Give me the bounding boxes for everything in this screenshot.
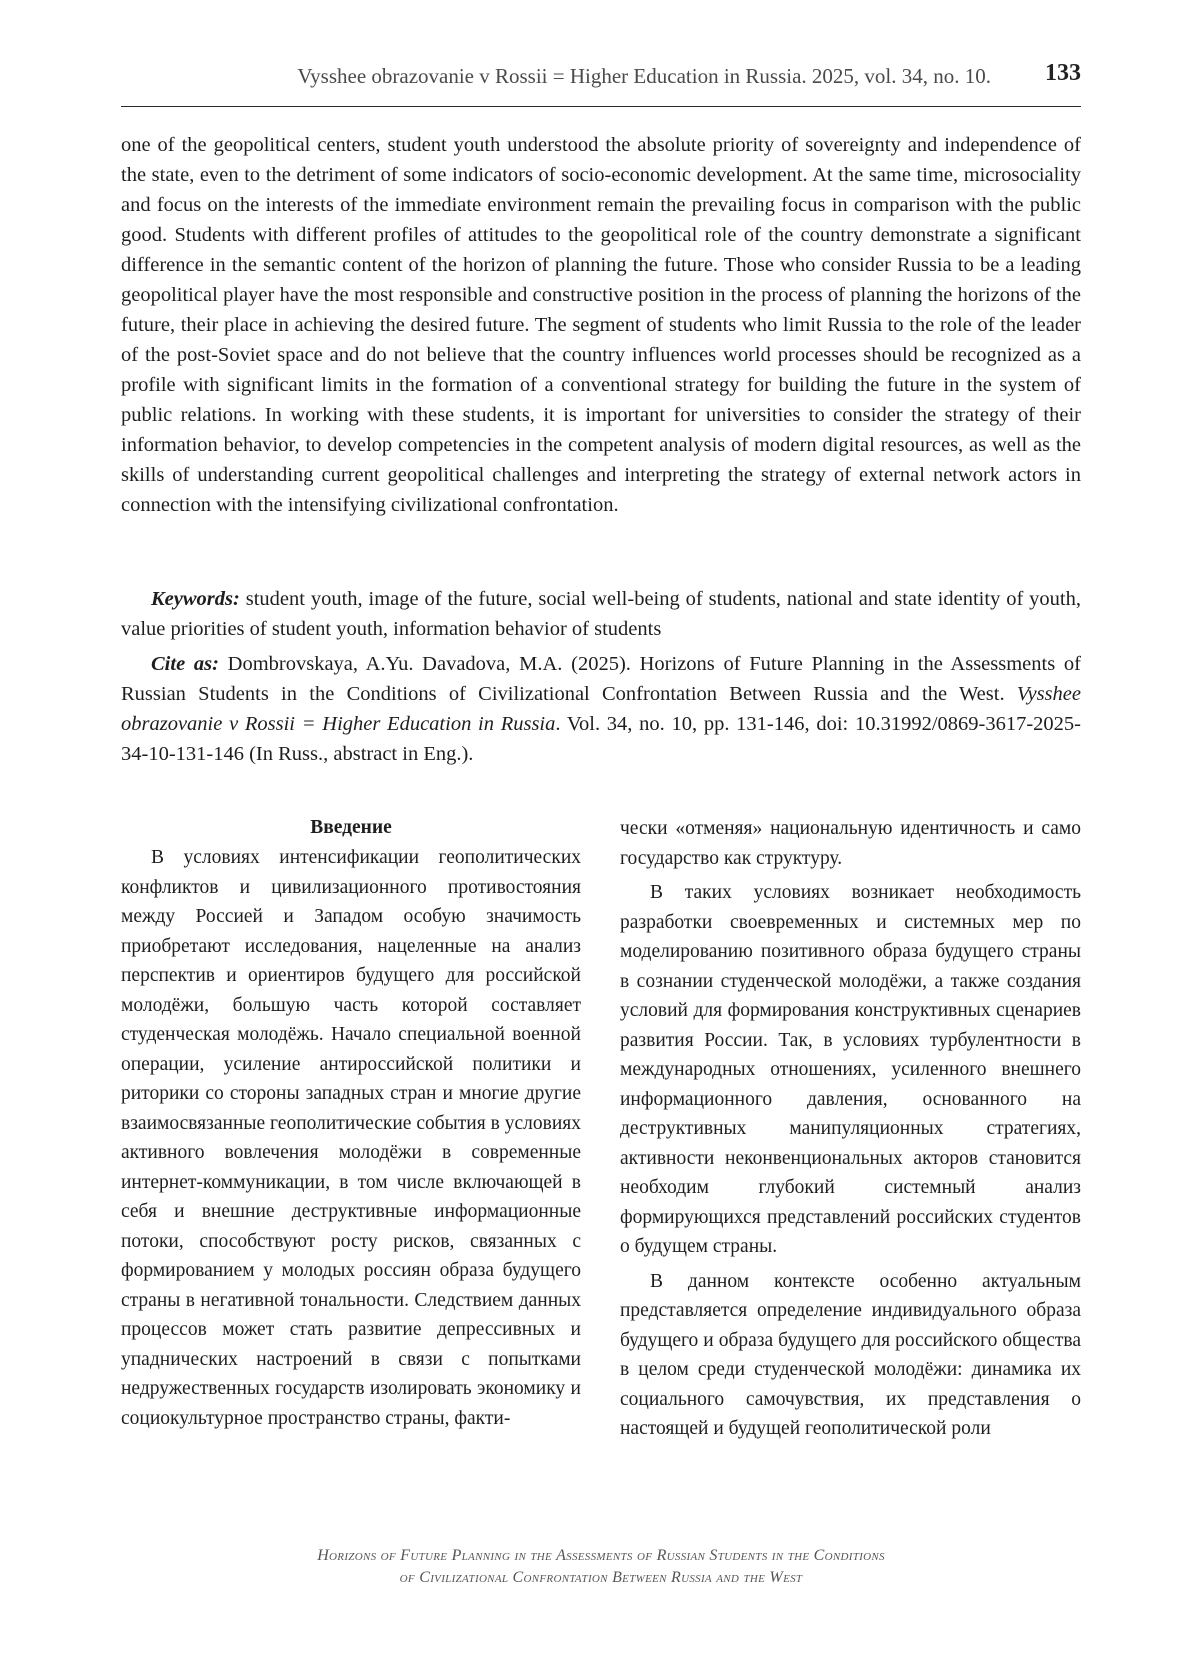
keywords-text: student youth, image of the future, social well-being of students, national and state identity of youth, value priorities of student youth, information behavior of students <box>121 588 1081 640</box>
page-number: 133 <box>1045 60 1081 86</box>
right-paragraph-2: В таких условиях возникает необходимость разработки своевременных и системных мер по моделированию позитивного образа будущего страны в сознании студенческой молодёжи, а также создания условий для формирования конструктивных сценариев развития России. Так, в условиях турбулентности в международных отношениях, усиленного внешнего информационного давления, основанного на деструктивных манипуляционных стратегиях, активности неконвенциональных акторов становится необходим глубокий системный анализ формирующихся представлений российских студентов о будущем страны. <box>620 882 1081 1257</box>
left-paragraph-1: В условиях интенсификации геополитических конфликтов и цивилизационного противостояния между Россией и Западом особую значимость приобретают исследования, нацеленные на анализ перспектив и ориентиров будущего для российской молодёжи, большую часть которой составляет студенческая молодёжь. Начало специальной военной операции, усиление антироссийской политики и риторики со стороны западных стран и многие другие взаимосвязанные геополитические события в условиях активного вовлечения молодёжи в современные интернет-коммуникации, в том числе включающей в себя и внешние деструктивные информационные потоки, способствуют росту рисков, связанных с формированием у молодых россиян образа будущего страны в негативной тональности. Следствием данных процессов может стать развитие депрессивных и упаднических настроений в связи с попытками недружественных государств изолировать экономику и социокультурное пространство страны, факти- <box>121 847 581 1429</box>
running-header <box>121 60 1081 107</box>
cite-journal: Vysshee obrazovanie v Rossii = Higher Education in Russia <box>121 683 1081 735</box>
footer-line-2: of Civilizational Confrontation Between Russia and the West <box>399 1569 803 1586</box>
journal-title: Vysshee obrazovanie v Rossii = Higher Education in Russia. 2025, vol. 34, no. 10. <box>297 64 991 88</box>
citation-paragraph <box>121 649 1081 769</box>
right-paragraph-continued: чески «отменяя» национальную идентичность и само государство как структуру. <box>620 818 1081 869</box>
right-column <box>620 814 1081 1444</box>
section-title: Введение <box>310 817 392 838</box>
footer-line-1: Horizons of Future Planning in the Assessments of Russian Students in the Conditions <box>317 1547 885 1564</box>
keywords-label: Keywords: <box>151 588 240 610</box>
left-column <box>121 814 581 1433</box>
cite-text-before: Dombrovskaya, A.Yu. Davadova, M.A. (2025). Horizons of Future Planning in the Assessments of Russian Students in the Conditions of Civilizational Confrontation Between Russia and the West. <box>121 653 1081 705</box>
cite-text-after: . Vol. 34, no. 10, pp. 131-146, doi: 10.31992/0869-3617-2025-34-10-131-146 (In Russ., abstract in Eng.). <box>121 713 1081 765</box>
keywords-paragraph <box>121 584 1081 644</box>
abstract-text: one of the geopolitical centers, student youth understood the absolute priority of sovereignty and independence of the state, even to the detriment of some indicators of socio-economic development. At the same time, microsociality and focus on the interests of the immediate environment remain the prevailing focus in comparison with the public good. Students with different profiles of attitudes to the geopolitical role of the country demonstrate a significant difference in the semantic content of the horizon of planning the future. Those who consider Russia to be a leading geopolitical player have the most responsible and constructive position in the process of planning the horizons of the future, their place in achieving the desired future. The segment of students who limit Russia to the role of the leader of the post-Soviet space and do not believe that the country influences world processes should be recognized as a profile with significant limits in the formation of a conventional strategy for building the future in the system of public relations. In working with these students, it is important for universities to consider the strategy of their information behavior, to develop competencies in the competent analysis of modern digital resources, as well as the skills of understanding current geopolitical challenges and interpreting the strategy of external network actors in connection with the intensifying civilizational confrontation. <box>121 134 1081 516</box>
cite-label: Cite as: <box>151 653 219 675</box>
running-footer <box>121 1545 1081 1589</box>
right-paragraph-3: В данном контексте особенно актуальным представляется определение индивидуального образа будущего и образа будущего для российского общества в целом среди студенческой молодёжи: динамика их социального самочувствия, их представления о настоящей и будущей геополитической роли <box>620 1270 1081 1439</box>
